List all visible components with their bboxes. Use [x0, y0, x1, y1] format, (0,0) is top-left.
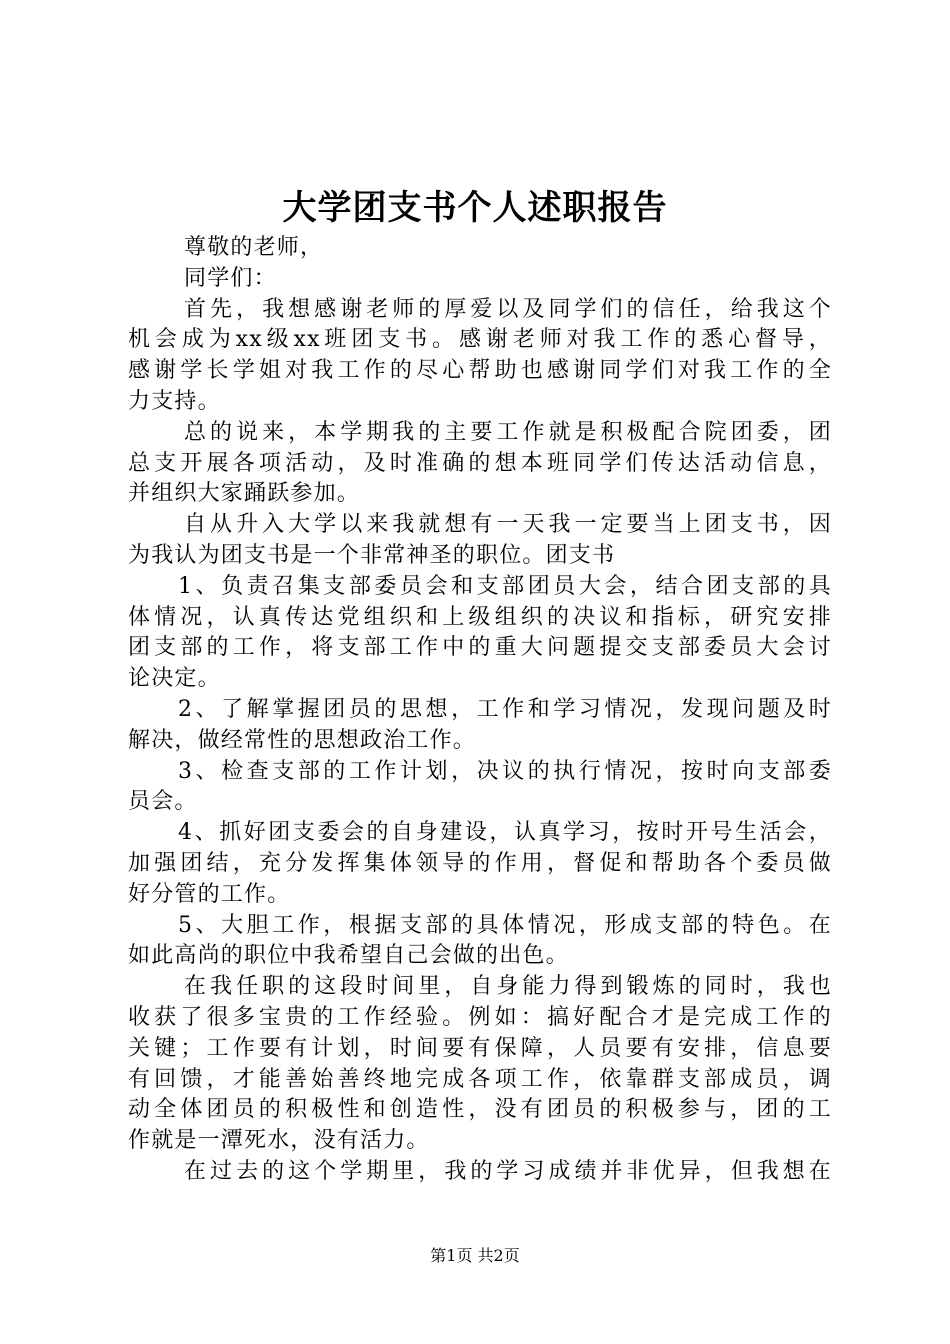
body-line: 在我任职的这段时间里，自身能力得到锻炼的同时，我也	[184, 974, 832, 1000]
body-line: 4、抓好团支委会的自身建设，认真学习，按时开号生活会，	[178, 820, 832, 846]
body-line: 自从升入大学以来我就想有一天我一定要当上团支书，因	[184, 512, 832, 538]
body-line: 总支开展各项活动，及时准确的想本班同学们传达活动信息，	[128, 450, 832, 476]
body-line: 动全体团员的积极性和创造性，没有团员的积极参与，团的工	[128, 1097, 832, 1123]
body-line: 加强团结，充分发挥集体领导的作用，督促和帮助各个委员做	[128, 850, 832, 876]
body-line: 5、大胆工作，根据支部的具体情况，形成支部的特色。在	[178, 912, 832, 938]
body-line: 作就是一潭死水，没有活力。	[128, 1128, 430, 1154]
document-title: 大学团支书个人述职报告	[282, 188, 668, 228]
body-line: 关键；工作要有计划，时间要有保障，人员要有安排，信息要	[128, 1035, 832, 1061]
body-line: 首先，我想感谢老师的厚爱以及同学们的信任，给我这个	[184, 296, 832, 322]
body-line: 尊敬的老师，	[184, 235, 324, 260]
body-line: 3、检查支部的工作计划，决议的执行情况，按时向支部委	[178, 758, 832, 784]
document-body	[128, 233, 832, 1188]
body-line: 感谢学长学姐对我工作的尽心帮助也感谢同学们对我工作的全	[128, 358, 832, 384]
body-line: 力支持。	[128, 388, 221, 414]
body-line: 有回馈，才能善始善终地完成各项工作，依靠群支部成员，调	[128, 1066, 832, 1092]
body-line: 在过去的这个学期里，我的学习成绩并非优异，但我想在	[184, 1158, 832, 1184]
body-line: 团支部的工作，将支部工作中的重大问题提交支部委员大会讨	[128, 635, 832, 661]
body-line: 总的说来，本学期我的主要工作就是积极配合院团委，团	[184, 419, 832, 445]
body-line: 并组织大家踊跃参加。	[128, 481, 361, 507]
body-line: 收获了很多宝贵的工作经验。例如：搞好配合才是完成工作的	[128, 1004, 832, 1030]
body-line: 员会。	[128, 789, 198, 815]
body-line: 机会成为xx级xx班团支书。感谢老师对我工作的悉心督导，	[128, 327, 832, 353]
page-footer: 第1页 共2页	[430, 1246, 520, 1265]
body-line: 同学们：	[184, 265, 277, 291]
body-line: 如此高尚的职位中我希望自己会做的出色。	[128, 943, 569, 969]
body-line: 论决定。	[128, 666, 221, 692]
body-line: 1、负责召集支部委员会和支部团员大会，结合团支部的具	[178, 573, 832, 599]
body-line: 体情况，认真传达党组织和上级组织的决议和指标，研究安排	[128, 604, 832, 630]
body-line: 2、了解掌握团员的思想，工作和学习情况，发现问题及时	[178, 696, 832, 722]
body-line: 好分管的工作。	[128, 881, 291, 907]
body-line: 解决，做经常性的思想政治工作。	[128, 727, 477, 753]
body-line: 为我认为团支书是一个非常神圣的职位。团支书	[128, 542, 616, 568]
